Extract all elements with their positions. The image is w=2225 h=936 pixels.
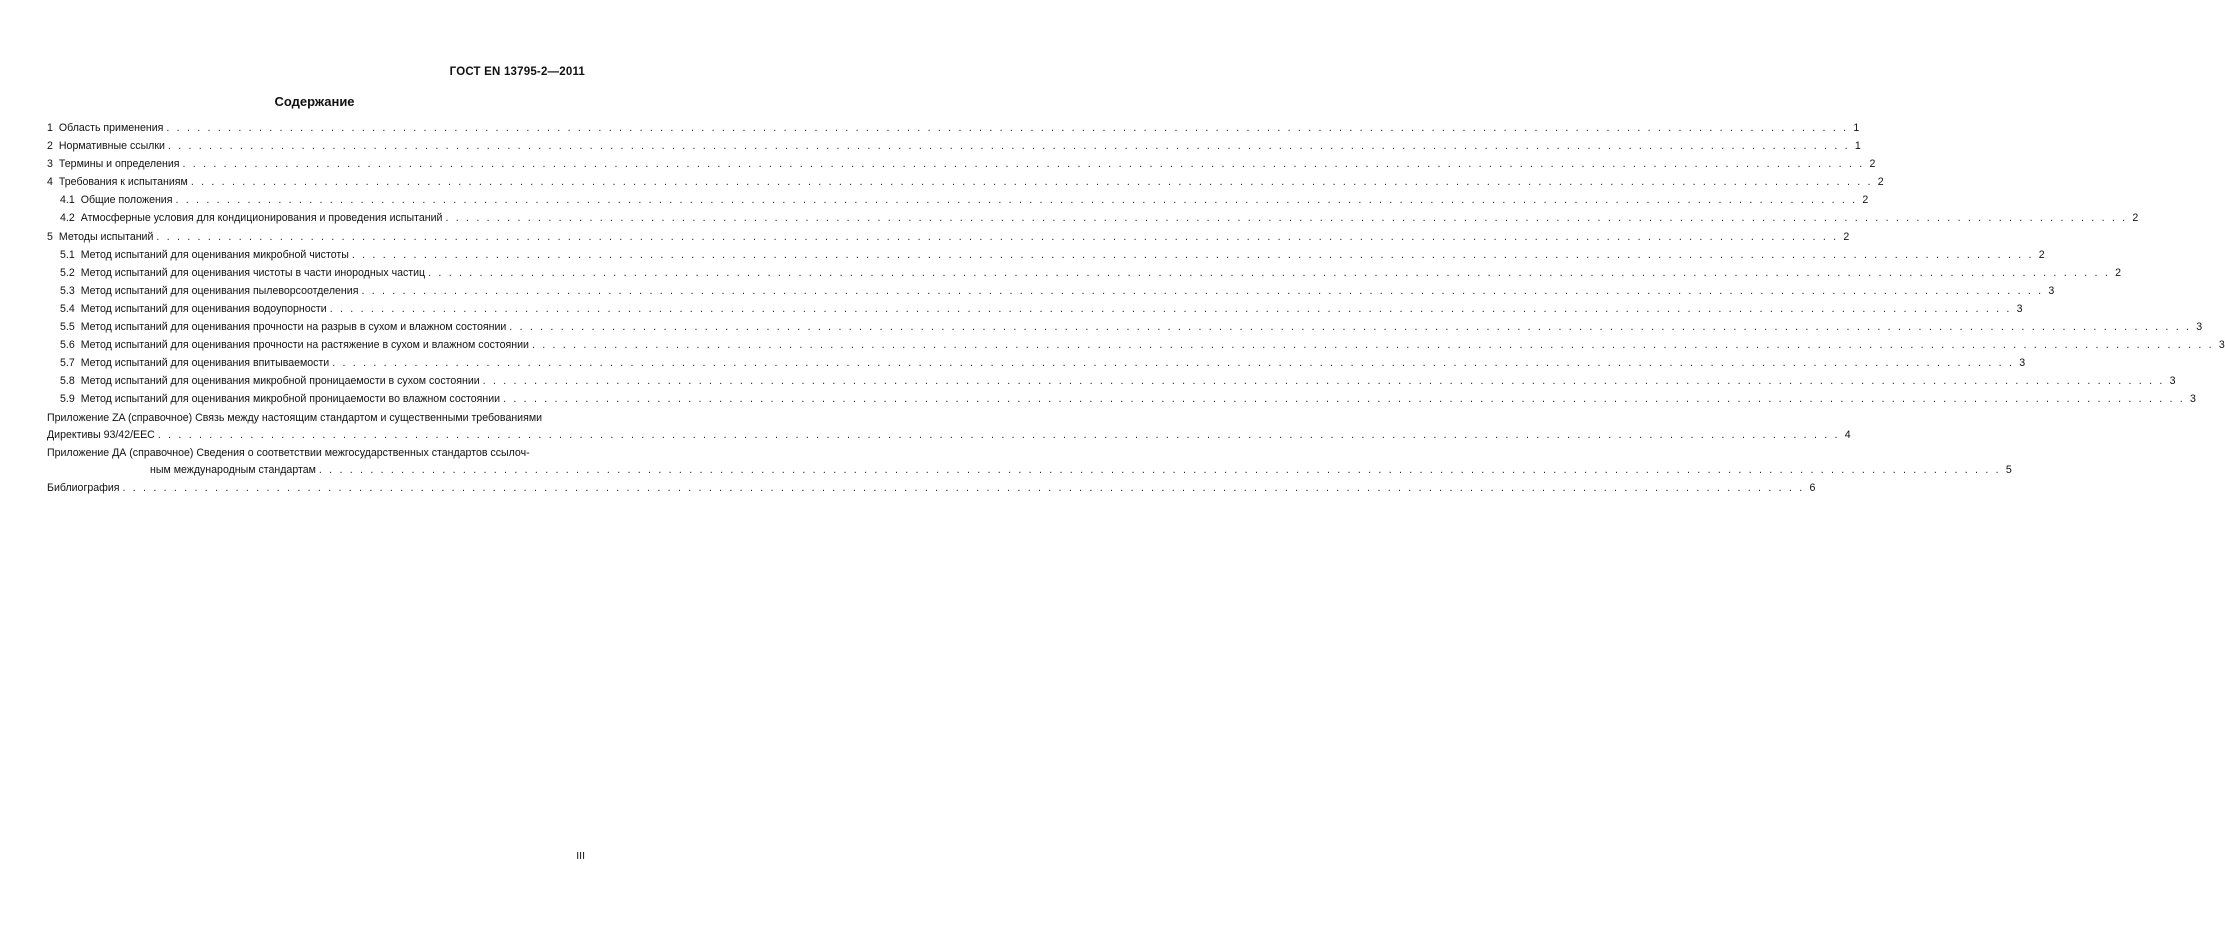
toc-annex-da-line1[interactable] xyxy=(47,447,584,464)
table-of-contents xyxy=(47,122,2225,500)
toc-page: 3 xyxy=(2169,375,2176,388)
toc-number: 5.7 xyxy=(60,357,75,370)
toc-page: 6 xyxy=(1809,481,1816,494)
bibliography-title: Библиография xyxy=(47,481,120,494)
toc-title: Метод испытаний для оценивания микробной проницаемости в сухом состоянии xyxy=(80,375,480,388)
toc-title: Атмосферные условия для кондиционирования и проведения испытаний xyxy=(80,212,443,225)
leader-dots xyxy=(483,375,2165,387)
toc-number: 4.1 xyxy=(60,194,75,207)
toc-page: 1 xyxy=(1853,122,1860,134)
toc-number: 4.2 xyxy=(60,212,75,225)
toc-title: Метод испытаний для оценивания водоупорности xyxy=(80,302,327,315)
toc-number: 5.1 xyxy=(60,248,75,261)
toc-item-5-7[interactable] xyxy=(47,357,2026,375)
toc-title: Область применения xyxy=(58,122,164,134)
toc-item-5-3[interactable] xyxy=(47,284,2055,303)
page-title: Содержание xyxy=(274,94,355,109)
annex-za-title-cont: Директивы 93/42/EEC xyxy=(47,428,155,441)
toc-number: 5.9 xyxy=(60,393,75,406)
leader-dots xyxy=(509,321,2191,333)
toc-annex-za-line1[interactable] xyxy=(47,412,584,429)
toc-page: 2 xyxy=(2115,266,2121,279)
toc-number: 5 xyxy=(47,230,53,243)
toc-title: Метод испытаний для оценивания микробной проницаемости во влажном состоянии xyxy=(80,393,501,406)
toc-item-4-1[interactable] xyxy=(47,194,1869,212)
toc-annex-za-line2[interactable] xyxy=(47,428,1851,447)
leader-dots xyxy=(183,158,1865,170)
toc-number: 4 xyxy=(47,176,53,189)
toc-page: 2 xyxy=(2038,248,2045,261)
toc-number: 5.3 xyxy=(60,284,75,297)
toc-page: 2 xyxy=(1862,194,1869,207)
toc-title: Метод испытаний для оценивания чистоты в части инородных частиц xyxy=(80,266,426,279)
toc-number: 1 xyxy=(47,122,53,134)
standard-designation: ГОСТ EN 13795-2—2011 xyxy=(449,66,585,78)
toc-item-5-1[interactable] xyxy=(47,248,2045,267)
toc-item-5[interactable] xyxy=(47,230,1850,249)
toc-title: Метод испытаний для оценивания микробной чистоты xyxy=(80,248,349,261)
leader-dots xyxy=(428,267,2110,279)
toc-number: 2 xyxy=(47,140,53,153)
toc-title: Метод испытаний для оценивания прочности на разрыв в сухом и влажном состоянии xyxy=(80,321,507,334)
toc-number: 5.4 xyxy=(60,302,75,315)
toc-title: Метод испытаний для оценивания прочности на растяжение в сухом и влажном состоянии xyxy=(80,339,529,352)
leader-dots xyxy=(122,482,1804,494)
toc-page: 3 xyxy=(2019,357,2026,370)
toc-item-3[interactable] xyxy=(47,158,1876,176)
leader-dots xyxy=(191,176,1873,188)
toc-page: 2 xyxy=(1869,158,1876,171)
toc-number: 3 xyxy=(47,158,53,171)
annex-za-title: Приложение ZA (справочное) Связь между настоящим стандартом и существенными требованиями xyxy=(47,411,543,424)
toc-page: 2 xyxy=(1877,176,1884,189)
leader-dots xyxy=(361,285,2043,297)
toc-page: 2 xyxy=(2132,212,2139,225)
toc-title: Термины и определения xyxy=(58,158,180,171)
toc-page: 1 xyxy=(1854,140,1861,153)
toc-number: 5.6 xyxy=(60,339,75,352)
toc-title: Нормативные ссылки xyxy=(58,140,165,153)
annex-da-title-cont: ным международным стандартам xyxy=(150,463,316,476)
leader-dots xyxy=(156,231,1838,243)
toc-item-4-2[interactable] xyxy=(47,212,2139,230)
toc-item-1[interactable] xyxy=(47,122,1860,140)
leader-dots xyxy=(503,393,2185,405)
toc-title: Метод испытаний для оценивания пылеворсоотделения xyxy=(80,284,359,297)
toc-item-5-6[interactable] xyxy=(47,339,2225,357)
toc-number: 5.2 xyxy=(60,266,75,279)
toc-number: 5.5 xyxy=(60,321,75,334)
toc-page: 2 xyxy=(1843,230,1850,243)
toc-page: 5 xyxy=(2005,463,2012,476)
toc-item-5-4[interactable] xyxy=(47,302,2023,321)
leader-dots xyxy=(352,249,2034,261)
toc-item-5-8[interactable] xyxy=(47,375,2176,393)
toc-item-4[interactable] xyxy=(47,176,1884,194)
toc-title: Требования к испытаниям xyxy=(58,176,188,189)
toc-item-5-9[interactable] xyxy=(47,393,2196,411)
leader-dots xyxy=(168,140,1850,152)
toc-number: 5.8 xyxy=(60,375,75,388)
leader-dots xyxy=(175,194,1857,206)
toc-title: Общие положения xyxy=(80,194,173,207)
leader-dots xyxy=(445,212,2127,224)
toc-annex-da-line2[interactable] xyxy=(47,463,2012,482)
leader-dots xyxy=(330,303,2012,315)
leader-dots xyxy=(319,464,2001,476)
toc-page: 3 xyxy=(2196,321,2203,334)
annex-da-title: Приложение ДА (справочное) Сведения о соответствии межгосударственных стандартов ссылоч- xyxy=(47,446,530,459)
toc-page: 3 xyxy=(2190,393,2196,406)
toc-item-2[interactable] xyxy=(47,140,1861,158)
toc-page: 4 xyxy=(1844,428,1851,441)
leader-dots xyxy=(532,339,2214,351)
leader-dots xyxy=(332,357,2014,369)
toc-item-5-2[interactable] xyxy=(47,266,2121,285)
toc-page: 3 xyxy=(2016,302,2023,315)
toc-item-5-5[interactable] xyxy=(47,321,2203,339)
page-number: III xyxy=(576,850,585,862)
toc-page: 3 xyxy=(2048,284,2055,297)
toc-title: Методы испытаний xyxy=(58,230,154,243)
leader-dots xyxy=(158,429,1840,441)
leader-dots xyxy=(166,122,1848,134)
toc-title: Метод испытаний для оценивания впитываемости xyxy=(80,357,330,370)
toc-page: 3 xyxy=(2218,339,2225,352)
toc-bibliography[interactable] xyxy=(47,481,1816,500)
